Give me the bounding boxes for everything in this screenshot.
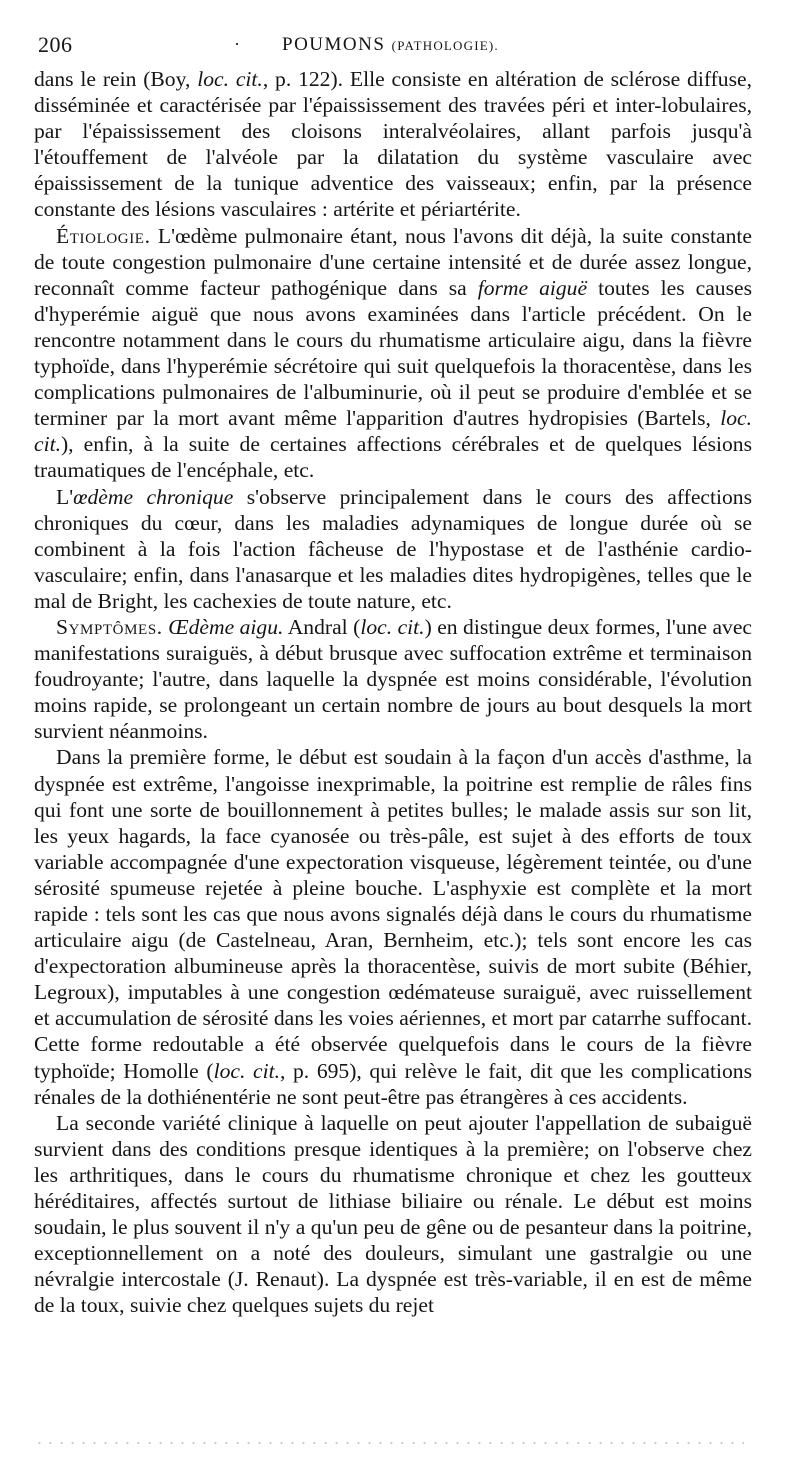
italic-run: forme aiguë [477,275,588,300]
italic-run: œdème chronique [73,484,234,509]
section-label-etiologie: Étiologie. [56,223,151,248]
text-run: toutes les causes d'hyperémie aiguë que nous avons examinées dans l'article précédent. On le rencontre notamment dans le cours du rhumatisme articulaire aigu, dans la fièvre typhoïde, dans l'hyperémie sécrétoire qui suit quelquefois la thoracentèse, dans les complications pulmonaires de l'albuminurie, où il peut se produire d'emblée et se terminer par la mort avant même l'apparition d'autres hydropisies (Bartels, [34,275,752,431]
paragraph-symptomes [34,614,752,744]
italic-run: loc. cit. [213,1058,280,1083]
text-run: , p. 695), qui relève le fait, dit que les complications rénales de la dothiénentérie ne sont peut-être pas étrangères à ces accidents. [34,1058,752,1109]
paragraph-oedeme-chronique [34,484,752,614]
page-number: 206 [38,32,73,57]
paragraph-etiologie [34,223,752,484]
running-title-main: POUMONS [282,34,386,55]
text-run: L' [56,484,74,509]
section-label-symptomes: Symptômes. [56,614,163,639]
text-run: Dans la première forme, le début est soudain à la façon d'un accès d'asthme, la dyspnée est extrême, l'angoisse inexprimable, la poitrine est remplie de râles fins qui font une sorte de bouillonnement à petites bulles; le malade assis sur son lit, les yeux hagards, la face cyanosée ou très-pâle, est sujet à des efforts de toux variable accompagnée d'une expectoration visqueuse, légèrement teintée, ou d'une sérosité spumeuse rejetée à pleine bouche. L'asphyxie est complète et la mort rapide : tels sont les cas que nous avons signalés déjà dans le cours du rhumatisme articulaire aigu (de Castelneau, Aran, Bernheim, etc.); tels sont encore les cas d'expectoration albumineuse après la thoracentèse, suivis de mort subite (Béhier, Legroux), imputables à une congestion œdémateuse suraiguë, avec ruissellement et accumulation de sérosité dans les voies aériennes, et mort par catarrhe suffocant. Cette forme redoutable a été observée quelquefois dans le cours de la fièvre typhoïde; Homolle ( [34,745,752,1083]
italic-run: loc. cit. [197,67,263,91]
paragraph-seconde-variete [34,1110,752,1319]
running-head [34,22,752,66]
header-dot: · [234,34,240,54]
scan-speckle [34,1440,744,1446]
text-run: ), enfin, à la suite de certaines affections cérébrales et de quelques lésions traumatiques de l'encéphale, etc. [34,432,752,483]
running-title-sub: (PATHOLOGIE). [391,38,499,53]
paragraph-1 [34,66,752,223]
text-run: L'œdème pulmonaire étant, nous l'avons dit déjà, la suite constante de toute congestion pulmonaire d'une certaine intensité et de durée assez longue, reconnaît comme facteur pathogénique dans sa [34,223,752,300]
text-run: dans le rein (Boy, [34,67,198,91]
text-run: Andral ( [283,614,361,639]
text-run: La seconde variété clinique à laquelle on peut ajouter l'appellation de subaiguë survient dans des conditions presque identiques à la première; on l'observe chez les arthritiques, dans le cours du rhumatisme chronique et chez les goutteux héréditaires, affectés surtout de lithiase biliaire ou rénale. Le début est moins soudain, le plus souvent il n'y a qu'un peu de gêne ou de pesanteur dans la poitrine, exceptionnellement on a noté des douleurs, simulant une gastralgie ou une névralgie intercostale (J. Renaut). La dyspnée est très-variable, il en est de même de la toux, suivie chez quelques sujets du rejet [34,1110,752,1318]
text-run: , p. 122). Elle consiste en altération de sclérose diffuse, disséminée et caractérisée par l'épaississement des travées péri et inter-lobulaires, par l'épaississement des cloisons interalvéolaires, allant parfois jusqu'à l'étouffement de l'alvéole par la dilatation du système vasculaire avec épaississement de la tunique adventice des vaisseaux; enfin, par la présence constante des lésions vasculaires : artérite et périartérite. [34,67,752,222]
text-run: s'observe principalement dans le cours des affections chroniques du cœur, dans les maladies adynamiques de longue durée où se combinent à la fois l'action fâcheuse de l'hypostase et de l'asthénie cardio-vasculaire; enfin, dans l'anasarque et les maladies dites hydropigènes, telles que le mal de Bright, les cachexies de toute nature, etc. [34,484,752,613]
running-title [282,34,499,56]
text-run: ) en distingue deux formes, l'une avec manifestations suraiguës, à début brusque avec suffocation extrême et terminaison foudroyante; l'autre, dans laquelle la dyspnée est moins considérable, l'évolution moins rapide, se prolongeant un certain nombre de jours au bout desquels la mort survient néanmoins. [34,614,753,744]
italic-run: loc. cit. [34,406,752,457]
italic-run: loc. cit. [360,614,425,639]
body-text [34,66,752,1319]
paragraph-premiere-forme [34,744,752,1109]
italic-run: Œdème aigu. [168,614,284,639]
